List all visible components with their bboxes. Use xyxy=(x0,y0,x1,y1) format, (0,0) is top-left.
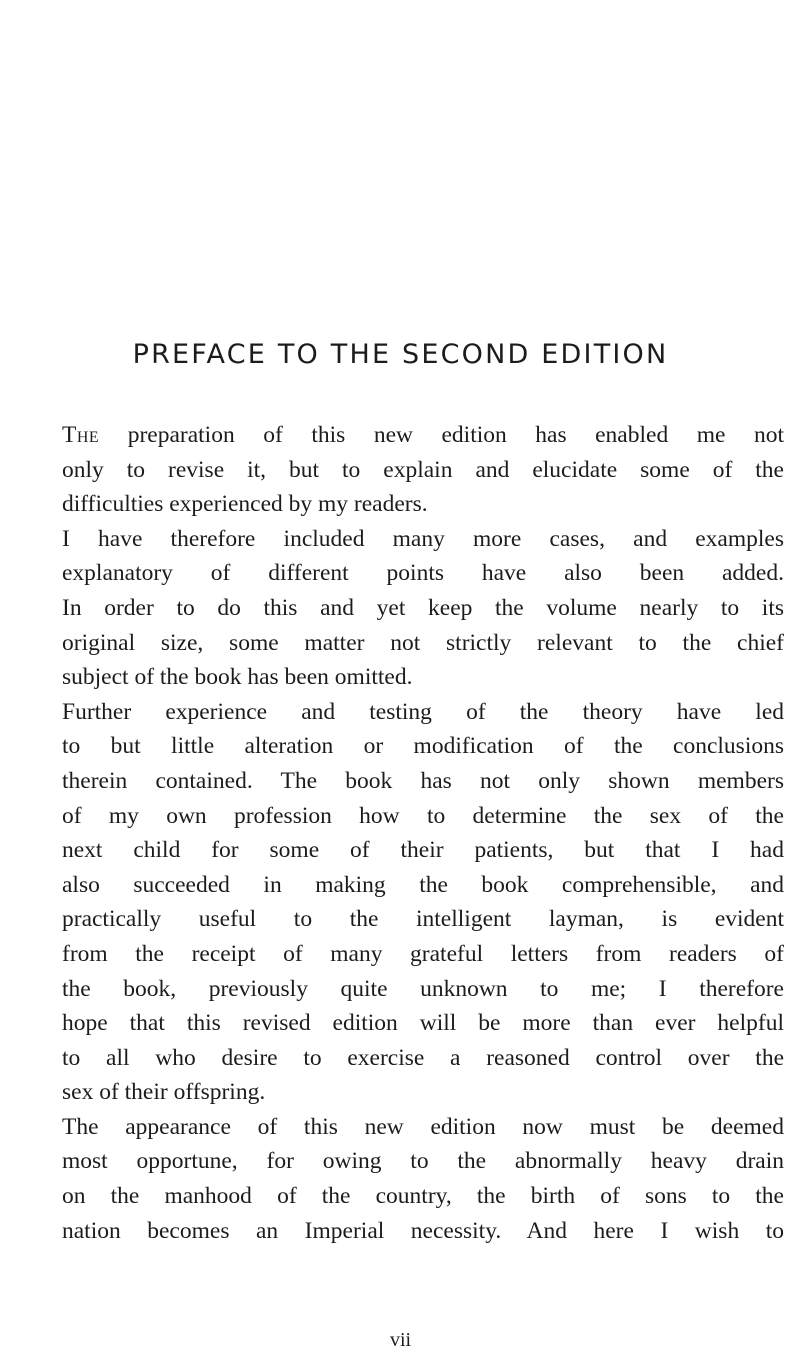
text-line: most opportune, for owing to the abnormally heavy drain xyxy=(62,1148,784,1175)
text-line: Further experience and testing of the theory have led xyxy=(62,698,784,725)
text-line: In order to do this and yet keep the volume nearly to its xyxy=(62,594,784,621)
text-line: difficulties experienced by my readers. xyxy=(62,491,428,518)
text-line: next child for some of their patients, but that I had xyxy=(62,837,784,864)
text-line: I have therefore included many more cases, and examples xyxy=(62,525,784,552)
text-line: The appearance of this new edition now must be deemed xyxy=(62,1113,784,1140)
preface-body xyxy=(62,418,784,1248)
text-line: on the manhood of the country, the birth of sons to the xyxy=(62,1183,784,1210)
text-line-content: preparation of this new edition has enabled me not xyxy=(99,422,784,448)
text-line: to but little alteration or modification of the conclusions xyxy=(62,733,784,760)
text-line: to all who desire to exercise a reasoned control over the xyxy=(62,1044,784,1071)
page-title: PREFACE TO THE SECOND EDITION xyxy=(132,339,669,370)
text-line: sex of their offspring. xyxy=(62,1079,266,1106)
text-line: of my own profession how to determine the sex of the xyxy=(62,802,784,829)
text-line: nation becomes an Imperial necessity. And here I wish to xyxy=(62,1217,784,1244)
text-line: from the receipt of many grateful letters from readers of xyxy=(62,940,784,967)
text-line: the book, previously quite unknown to me; I therefore xyxy=(62,975,784,1002)
text-line: practically useful to the intelligent layman, is evident xyxy=(62,906,784,933)
text-line xyxy=(62,418,784,453)
text-line: also succeeded in making the book comprehensible, and xyxy=(62,871,784,898)
page-number: vii xyxy=(389,1329,412,1351)
opening-word: The xyxy=(62,422,100,448)
text-line: original size, some matter not strictly relevant to the chief xyxy=(62,629,784,656)
text-line: explanatory of different points have also been added. xyxy=(62,560,784,587)
text-line: subject of the book has been omitted. xyxy=(62,664,413,691)
text-line: therein contained. The book has not only shown members xyxy=(62,767,784,794)
text-line: hope that this revised edition will be more than ever helpful xyxy=(62,1010,784,1037)
text-line: only to revise it, but to explain and elucidate some of the xyxy=(62,456,784,483)
